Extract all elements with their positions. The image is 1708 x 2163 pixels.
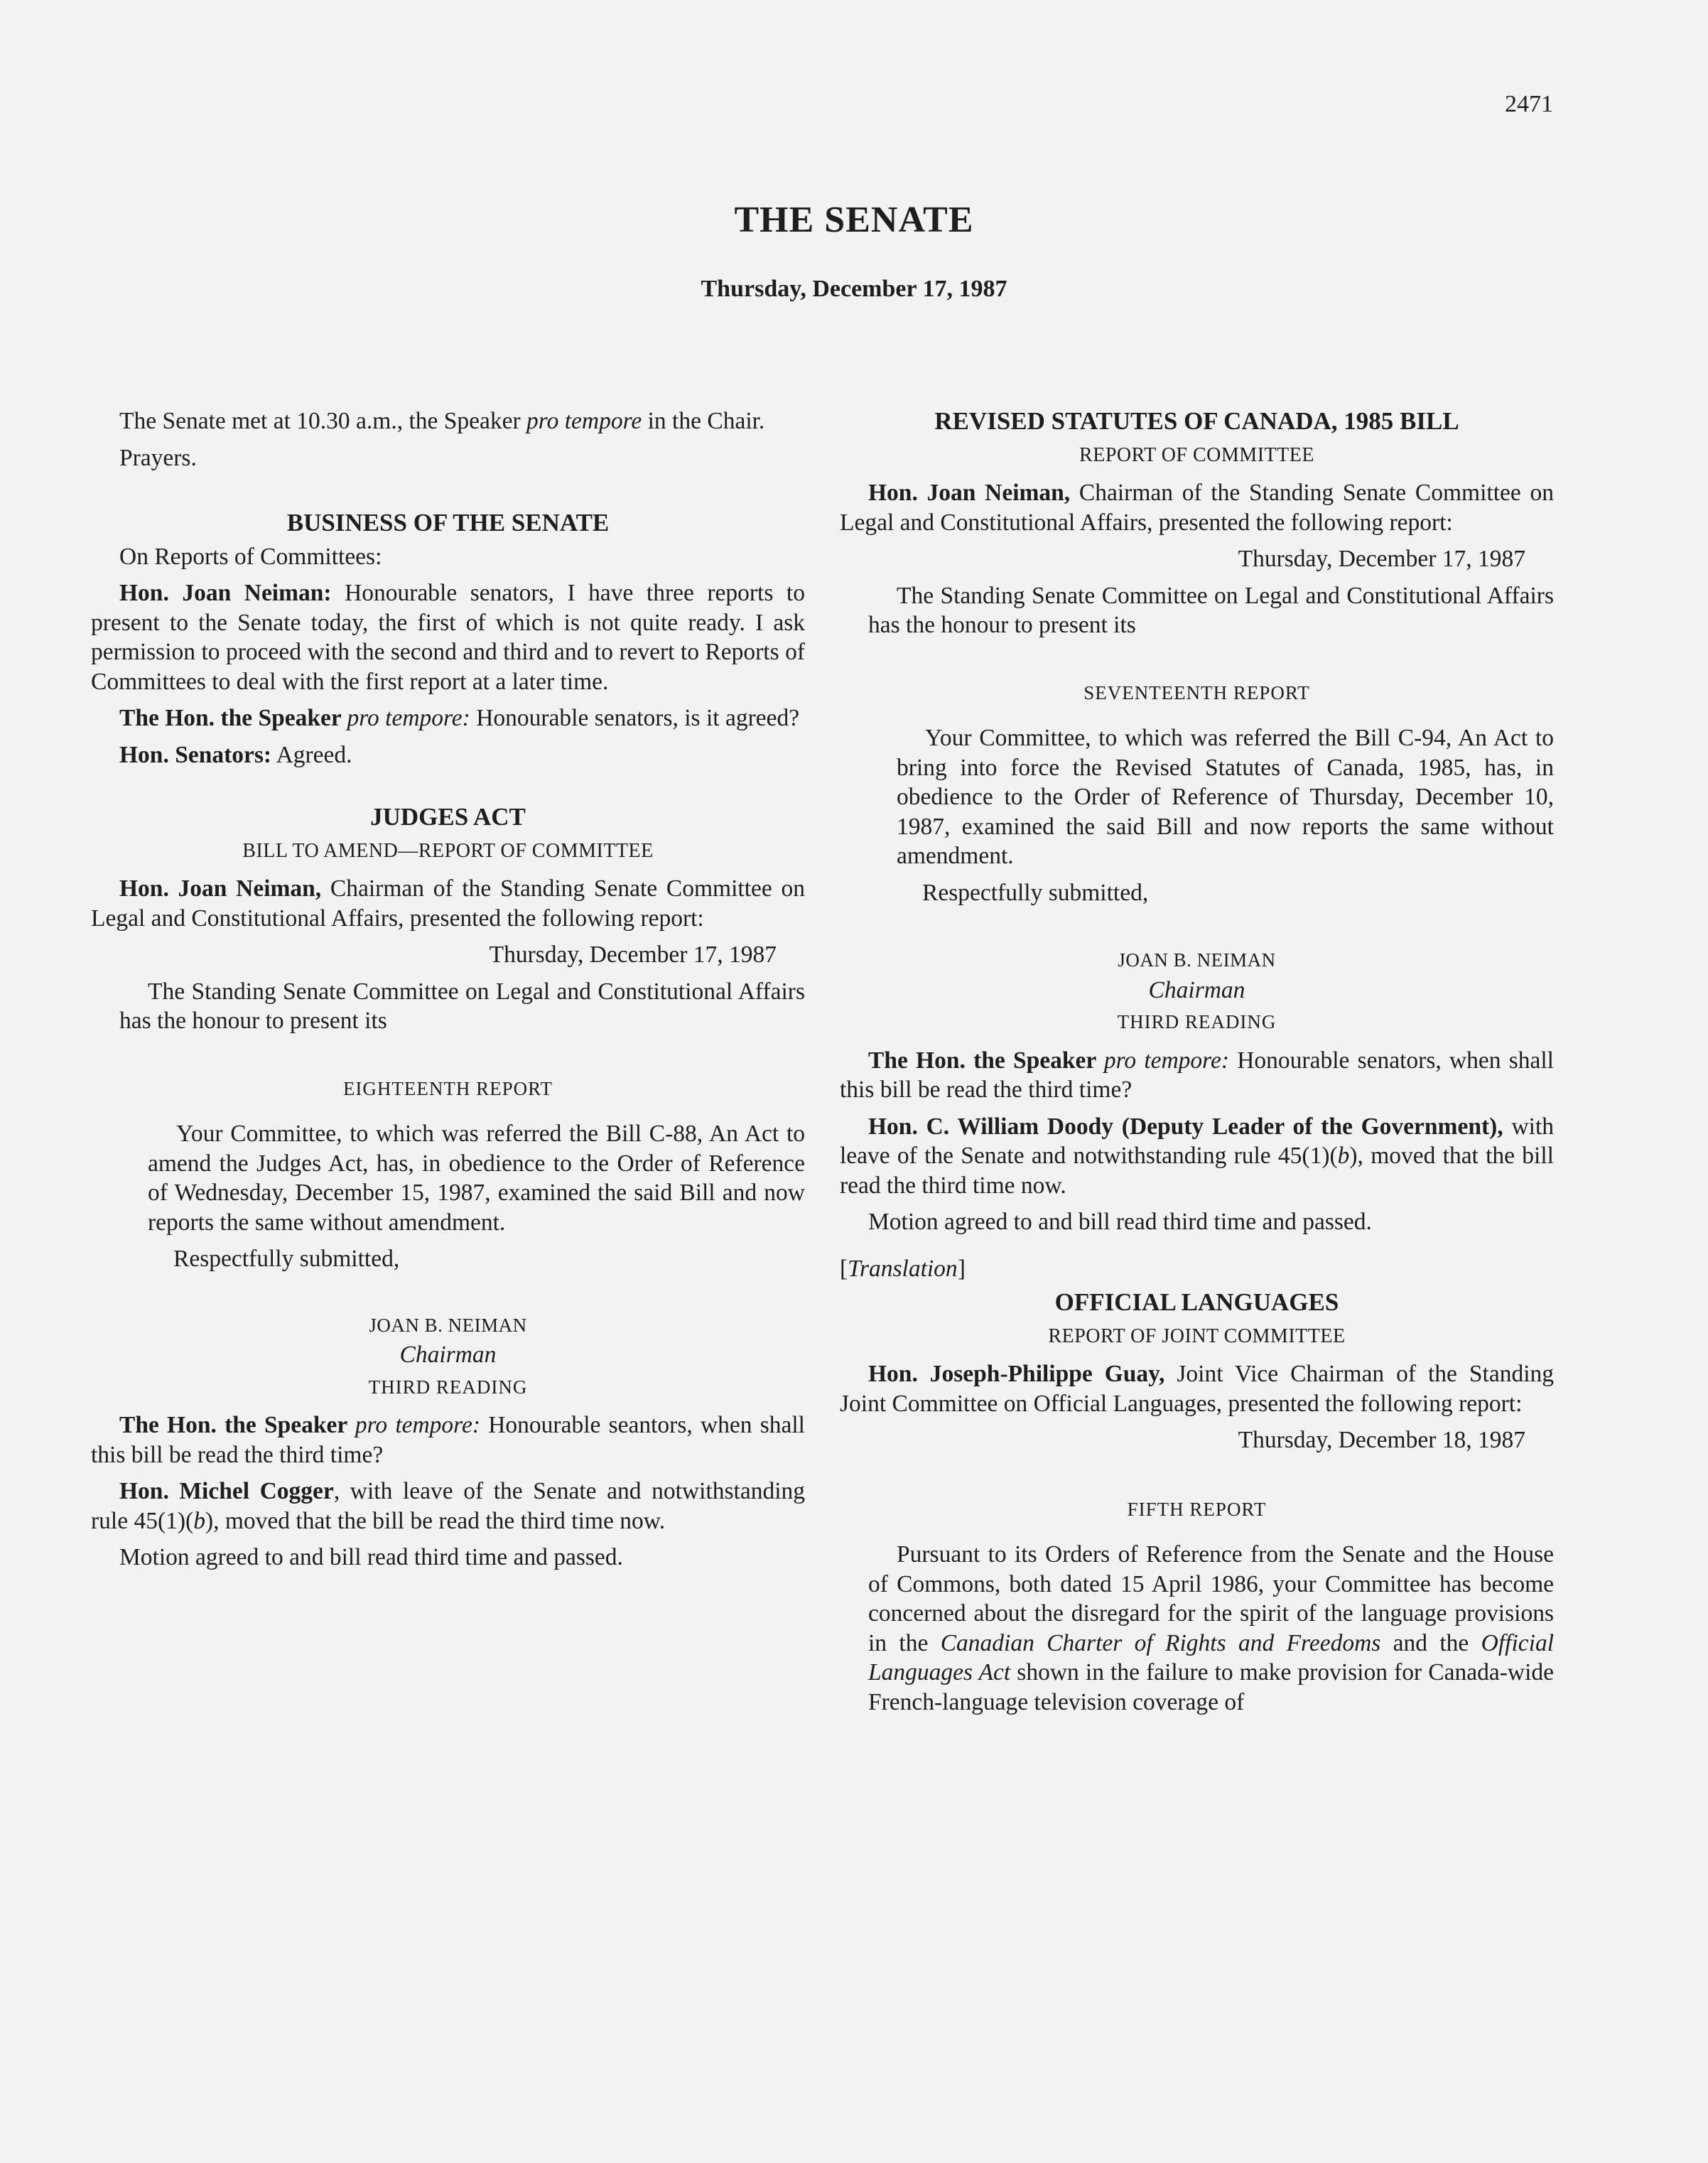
section-subtitle-official: REPORT OF JOINT COMMITTEE (1048, 1325, 1346, 1347)
revised-agreed: Motion agreed to and bill read third time and passed. (868, 1209, 1372, 1235)
translation-italic: Translation (848, 1255, 958, 1282)
speech-text: Honourable senators, is it agreed? (470, 705, 800, 731)
judges-question (91, 1410, 805, 1469)
speech-text: Agreed. (271, 741, 352, 768)
right-column (840, 406, 1554, 1724)
revised-signature-title: Chairman (1148, 976, 1245, 1003)
section-subtitle-judges: BILL TO AMEND—REPORT OF COMMITTEE (242, 839, 654, 862)
judges-submitted: Respectfully submitted, (173, 1246, 400, 1272)
speaker-italic: pro tempore: (355, 1412, 481, 1438)
revised-third-reading: THIRD READING (1117, 1011, 1277, 1032)
official-report-text (840, 1540, 1554, 1717)
judges-report-text: Your Committee, to which was referred the Bill C-88, An Act to amend the Judges Act, has, in obedience to the Order of Reference of Wednesday, December 15, 1987, examined the said Bill and now reports the same without amendment. (148, 1121, 805, 1236)
revised-intro (840, 478, 1554, 537)
page-number: 2471 (1505, 91, 1553, 117)
speech-text: Honourable senators, when shall this bill be read the third time? (840, 1047, 1554, 1103)
translation-note: [Translation] (840, 1255, 966, 1282)
section-title-official: OFFICIAL LANGUAGES (1054, 1288, 1339, 1316)
speaker-italic: pro tempore: (347, 705, 470, 731)
speech-text: Joint Vice Chairman of the Standing Joint Committee on Official Languages, presented the following report: (840, 1361, 1554, 1417)
opening-text-end: in the Chair. (642, 408, 765, 434)
judges-third-reading: THIRD READING (368, 1376, 528, 1398)
rule-italic: b (1337, 1143, 1350, 1169)
opening-text: The Senate met at 10.30 a.m., the Speaker (119, 408, 527, 434)
judges-report-date: Thursday, December 17, 1987 (489, 942, 777, 968)
report-text: Pursuant to its Orders of Reference from the Senate and the House of Commons, both dated 15 April 1986, your Committee has become concerned about the disregard for the spirit of the language provisions in the (868, 1541, 1554, 1656)
judges-intro (91, 874, 805, 933)
speaker-name: Hon. Joan Neiman: (119, 580, 332, 606)
opening-italic: pro tempore (526, 408, 642, 434)
judges-report-label: EIGHTEENTH REPORT (342, 1077, 553, 1099)
judges-agreed: Motion agreed to and bill read third time and passed. (119, 1544, 623, 1570)
speaker-name: Hon. Senators: (119, 741, 272, 768)
speech-text: , with leave of the Senate and notwithstanding rule 45(1)( (91, 1478, 805, 1534)
revised-report-date: Thursday, December 17, 1987 (1238, 546, 1525, 572)
page-title: THE SENATE (734, 200, 974, 240)
judges-motion (91, 1477, 805, 1536)
speaker-name: Hon. C. William Doody (Deputy Leader of the Government), (868, 1113, 1503, 1140)
speaker-name: The Hon. the Speaker (119, 705, 347, 731)
report-text: and the (1380, 1629, 1481, 1656)
revised-report-label: SEVENTEENTH REPORT (1083, 681, 1310, 703)
rule-italic: b (193, 1507, 205, 1534)
speaker-name: Hon. Joan Neiman, (868, 480, 1071, 506)
section-title-revised: REVISED STATUTES OF CANADA, 1985 BILL (934, 407, 1459, 435)
speaker-name: Hon. Joseph-Philippe Guay, (868, 1361, 1165, 1387)
revised-honour: The Standing Senate Committee on Legal and Constitutional Affairs has the honour to present its (868, 582, 1554, 638)
speaker-italic: pro tempore: (1103, 1047, 1230, 1074)
judges-signature-name: JOAN B. NEIMAN (369, 1314, 527, 1336)
section-title-business: BUSINESS OF THE SENATE (286, 509, 610, 536)
business-paragraph-3 (91, 740, 805, 770)
business-paragraph-2 (91, 703, 805, 733)
speech-text: Chairman of the Standing Senate Committee on Legal and Constitutional Affairs, presented the following report: (91, 875, 805, 932)
speech-text-end: ), moved that the bill read the third time now. (840, 1143, 1554, 1199)
report-italic: Official Languages Act (868, 1629, 1555, 1685)
judges-signature-title: Chairman (399, 1342, 497, 1368)
business-paragraph-1 (91, 578, 805, 696)
revised-motion (840, 1112, 1554, 1201)
speaker-name: The Hon. the Speaker (119, 1412, 355, 1438)
revised-question (840, 1046, 1554, 1105)
judges-honour: The Standing Senate Committee on Legal and Constitutional Affairs has the honour to present its (119, 978, 805, 1034)
official-intro (840, 1359, 1554, 1418)
revised-submitted: Respectfully submitted, (922, 879, 1149, 906)
speech-text-end: ), moved that the bill be read the third time now. (205, 1507, 666, 1534)
section-title-judges: JUDGES ACT (370, 803, 526, 831)
left-column (91, 406, 805, 1580)
speaker-name: The Hon. the Speaker (868, 1047, 1104, 1074)
report-text: shown in the failure to make provision for Canada-wide French-language television coverage of (868, 1659, 1554, 1715)
section-subtitle-revised: REPORT OF COMMITTEE (1079, 443, 1314, 466)
official-report-date: Thursday, December 18, 1987 (1238, 1427, 1525, 1453)
opening-paragraph (91, 406, 805, 436)
revised-report-text: Your Committee, to which was referred the Bill C-94, An Act to bring into force the Revised Statutes of Canada, 1985, has, in obedience to the Order of Reference of Thursday, December 10, 1987, examined the said Bill and now reports the same without amendment. (897, 725, 1554, 869)
speech-text: with leave of the Senate and notwithstanding rule 45(1)( (840, 1113, 1555, 1169)
speech-text: Chairman of the Standing Senate Committee on Legal and Constitutional Affairs, presented the following report: (840, 480, 1554, 536)
page-date: Thursday, December 17, 1987 (701, 276, 1007, 302)
report-italic: Canadian Charter of Rights and Freedoms (940, 1629, 1381, 1656)
speech-text: Honourable seantors, when shall this bill be read the third time? (91, 1412, 805, 1468)
on-reports: On Reports of Committees: (119, 543, 382, 570)
speaker-name: Hon. Michel Cogger (119, 1478, 334, 1504)
official-report-label: FIFTH REPORT (1127, 1498, 1267, 1520)
revised-signature-name: JOAN B. NEIMAN (1118, 949, 1276, 971)
speech-text: Honourable senators, I have three reports to present to the Senate today, the first of which is not quite ready. I ask permission to proceed with the second and third and to revert to Reports of Committees to deal with the first report at a later time. (91, 580, 805, 695)
prayers: Prayers. (119, 444, 197, 471)
speaker-name: Hon. Joan Neiman, (119, 875, 322, 902)
